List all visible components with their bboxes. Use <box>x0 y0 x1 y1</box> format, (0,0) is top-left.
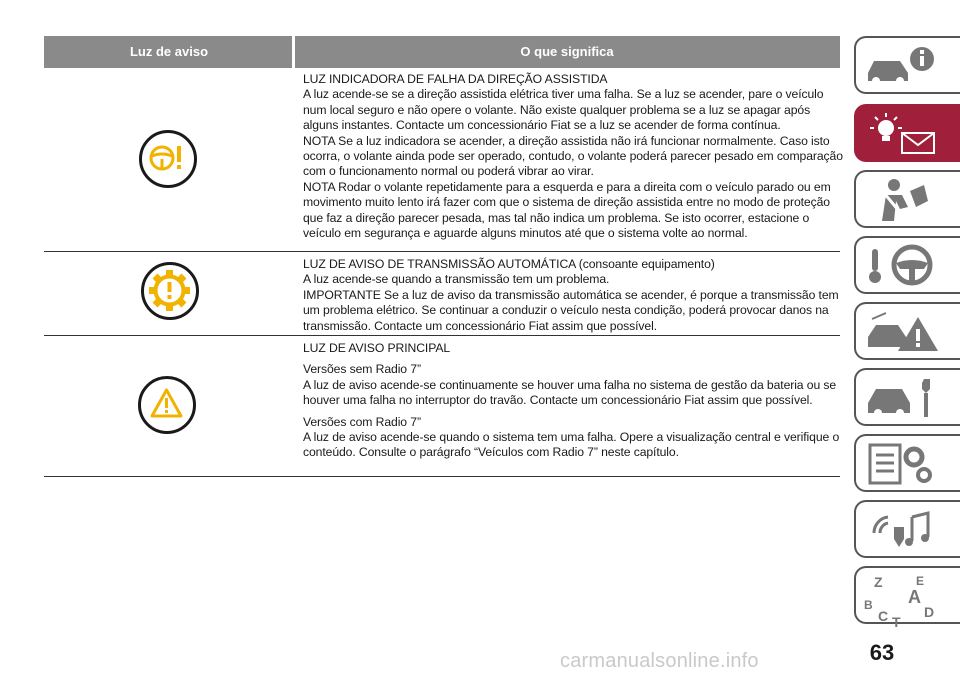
index-letter: Z <box>874 574 883 590</box>
sidebar-tab-multimedia[interactable] <box>854 500 960 558</box>
transmission-warning-icon <box>141 262 199 320</box>
description-text: A luz de aviso acende-se quando o sistema tem uma falha. Opere a visualização central e verifique o conteúdo. Consulte o parágrafo “Veículos com Radio 7” neste capítulo. <box>303 430 840 460</box>
version-heading: Versões sem Radio 7” <box>303 362 421 377</box>
description-text: A luz de aviso acende-se continuamente se houver uma falha no sistema de gestão da bateria ou se houver uma falha no interruptor do travão. Contacte um concessionário Fiat assim que possível. <box>303 377 837 408</box>
index-icon <box>864 573 944 627</box>
watermark: carmanualsonline.info <box>560 650 759 672</box>
description-text: A luz acende-se quando a transmissão tem um problema. <box>303 272 610 287</box>
sidebar-tab-warning-lights[interactable] <box>854 104 960 162</box>
maintenance-icon <box>864 375 944 421</box>
table-row <box>44 68 843 252</box>
emergency-icon <box>864 309 944 355</box>
warning-title: LUZ DE AVISO DE TRANSMISSÃO AUTOMÁTICA (consoante equipamento) <box>303 257 715 271</box>
safety-seatbelt-icon <box>864 177 944 223</box>
warning-lights-messages-icon <box>864 111 944 157</box>
sidebar-tab-index[interactable] <box>854 566 960 627</box>
master-warning-triangle-icon <box>138 376 196 434</box>
sidebar-tab-starting-driving[interactable] <box>854 236 960 294</box>
description-text: A luz acende-se se a direção assistida elétrica tiver uma falha. Se a luz se acender, pare o veículo num local seguro e não opere o volante. Não existe qualquer problema se a luz se apagar após alguns instantes. Contacte um concessionário Fiat se a luz se acender de forma contínua. <box>303 87 824 133</box>
header-warning-light: Luz de aviso <box>129 44 209 59</box>
important-text: IMPORTANTE Se a luz de aviso da transmissão automática se acender, é porque a transmissão tem um problema elétrico. Se continuar a conduzir o veículo nesta condição, poderá provocar danos na transmissão. Contacte um concessionário Fiat assim que possível. <box>303 287 839 333</box>
icon-cell <box>44 336 294 477</box>
description-cell <box>303 257 843 334</box>
description-cell <box>303 341 843 461</box>
sidebar-tab-technical-data[interactable] <box>854 434 960 492</box>
header-meaning: O que significa <box>520 44 614 59</box>
note-text: NOTA Rodar o volante repetidamente para a esquerda e para a direita com o veículo parado ou em movimento muito lento irá fazer com que o sistema de direção assistida entre no modo de proteção que faz a direção parecer pesada, mas tal não indica um problema. Se isto ocorrer, estacione o veículo em segurança e aguarde alguns minutos até que o sistema volte ao normal. <box>303 179 831 241</box>
row-divider <box>44 476 840 477</box>
car-info-icon <box>864 43 944 89</box>
icon-cell <box>44 252 294 336</box>
index-letter: B <box>864 598 873 612</box>
description-cell <box>303 72 843 241</box>
sidebar-tab-safety[interactable] <box>854 170 960 228</box>
multimedia-icon <box>864 507 944 553</box>
table-header <box>44 36 840 68</box>
icon-cell <box>44 68 294 252</box>
note-text: NOTA Se a luz indicadora se acender, a direção assistida não irá funcionar normalmente. Caso isto ocorra, o volante ainda pode ser operado, contudo, o volante poderá parecer pesado em comparação com o funcionamento normal ou poderá vibrar ao virar. <box>303 133 843 179</box>
warning-title: LUZ INDICADORA DE FALHA DA DIREÇÃO ASSISTIDA <box>303 72 608 86</box>
index-letter: A <box>908 587 921 607</box>
table-row <box>44 252 840 336</box>
version-heading: Versões com Radio 7” <box>303 414 421 429</box>
page-number: 63 <box>869 640 895 665</box>
warning-title: LUZ DE AVISO PRINCIPAL <box>303 341 451 355</box>
index-letter: C <box>878 608 889 624</box>
starting-driving-icon <box>864 243 944 289</box>
sidebar-tab-maintenance[interactable] <box>854 368 960 426</box>
power-steering-warning-icon <box>139 130 197 188</box>
sidebar-tab-car-info[interactable] <box>854 36 960 94</box>
index-letter: E <box>916 574 925 588</box>
sidebar-tab-emergency[interactable] <box>854 302 960 360</box>
index-letter: D <box>924 604 935 620</box>
technical-data-icon <box>864 441 944 487</box>
index-letter: T <box>892 614 901 627</box>
table-row <box>44 336 840 477</box>
